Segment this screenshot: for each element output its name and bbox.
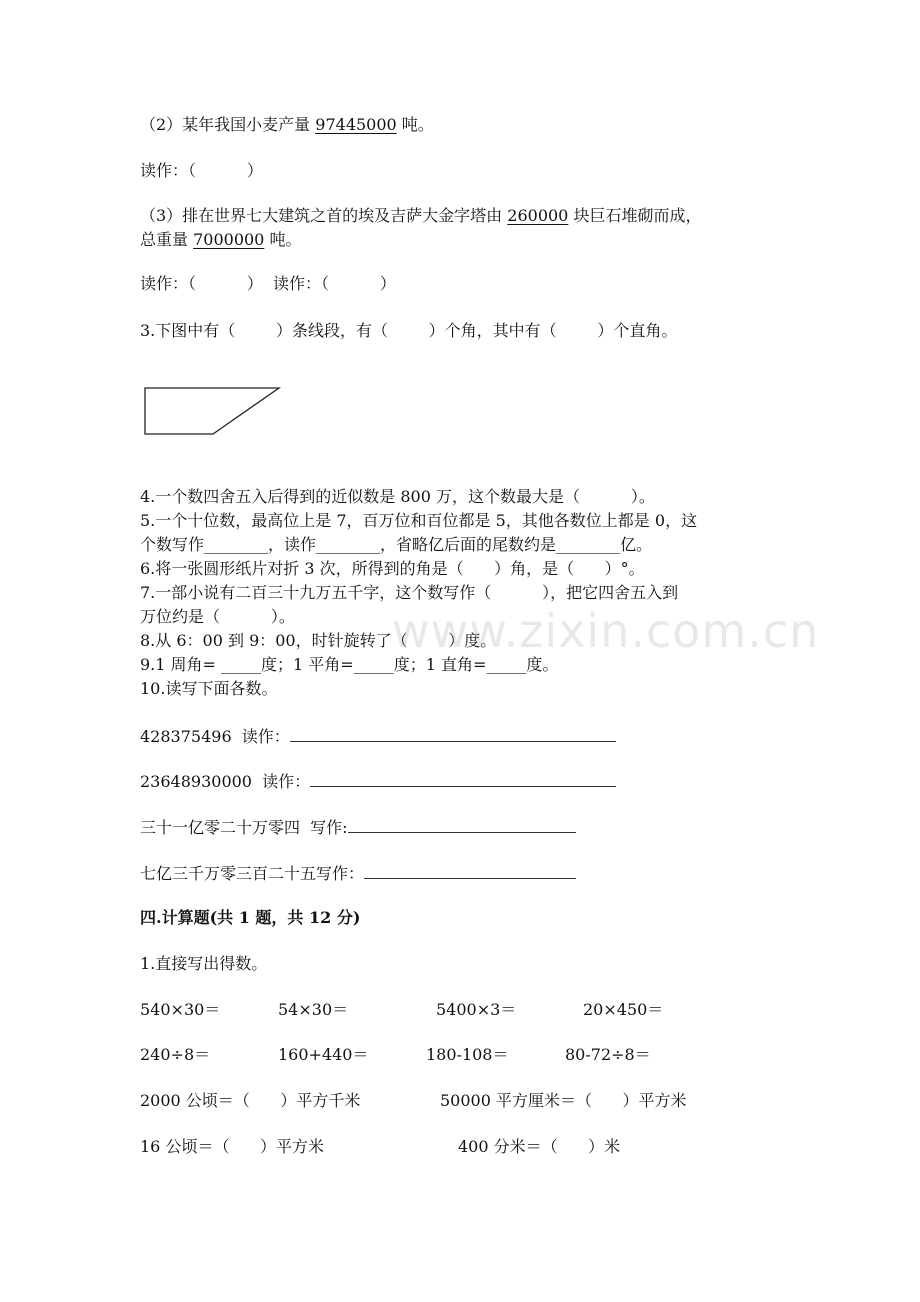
answer-blank [348, 816, 576, 833]
answer-blank [310, 770, 616, 787]
section-4-heading: 四.计算题(共 1 题，共 12 分) [140, 908, 361, 927]
calc-item: 54×30＝ [278, 1000, 349, 1019]
answer-read-2: 读作：（ ） 读作：（ ） [140, 274, 396, 293]
question-9: 9.1 周角= _____度；1 平角=_____度；1 直角=_____度。 [140, 655, 559, 674]
weight-number: 7000000 [193, 230, 265, 249]
read-write-row: 七亿三千万零三百二十五写作： [140, 862, 576, 885]
trapezoid-figure [140, 383, 285, 439]
calc-item: 540×30＝ [140, 1000, 221, 1019]
question-4: 4.一个数四舍五入后得到的近似数是 800 万，这个数最大是（ ）。 [140, 487, 655, 506]
watermark: www.zixin.com.cn [392, 604, 820, 658]
conversion-item: 2000 公顷＝（ ）平方千米 [140, 1091, 361, 1110]
read-write-row: 23648930000 读作： [140, 770, 616, 793]
stone-count-number: 260000 [507, 206, 569, 225]
calc-item: 240÷8＝ [140, 1045, 211, 1064]
calc-item: 80-72÷8＝ [565, 1045, 651, 1064]
answer-read-1: 读作：（ ） [140, 161, 263, 180]
calc-item: 160+440＝ [278, 1045, 369, 1064]
question-2-3-line2: 总重量 7000000 吨。 [140, 230, 302, 249]
question-6: 6.将一张圆形纸片对折 3 次，所得到的角是（ ）角，是（ ）°。 [140, 559, 645, 578]
calc-item: 5400×3＝ [436, 1000, 517, 1019]
trapezoid-shape [145, 388, 279, 434]
read-write-row: 三十一亿零二十万零四 写作: [140, 816, 576, 839]
calc-item: 180-108＝ [426, 1045, 509, 1064]
wheat-output-number: 97445000 [315, 115, 397, 134]
question-2-2: （2）某年我国小麦产量 97445000 吨。 [140, 115, 434, 134]
question-7-line2: 万位约是（ ）。 [140, 607, 295, 626]
question-3: 3.下图中有（ ）条线段，有（ ）个角，其中有（ ）个直角。 [140, 321, 678, 340]
answer-blank [364, 862, 576, 879]
calc-item: 20×450＝ [583, 1000, 664, 1019]
conversion-item: 16 公顷＝（ ）平方米 [140, 1137, 324, 1156]
question-5-line1: 5.一个十位数，最高位上是 7，百万位和百位都是 5，其他各数位上都是 0，这 [140, 511, 698, 530]
calc-title: 1.直接写出得数。 [140, 954, 268, 973]
question-7-line1: 7.一部小说有二百三十九万五千字，这个数写作（ ），把它四舍五入到 [140, 583, 679, 602]
question-5-line2: 个数写作________，读作________，省略亿后面的尾数约是________亿。 [140, 535, 653, 554]
question-10: 10.读写下面各数。 [140, 679, 278, 698]
answer-blank [290, 725, 616, 742]
read-write-row: 428375496 读作： [140, 725, 616, 748]
conversion-item: 50000 平方厘米＝（ ）平方米 [440, 1091, 687, 1110]
question-2-3-line1: （3）排在世界七大建筑之首的埃及吉萨大金字塔由 260000 块巨石堆砌而成， [140, 206, 702, 225]
question-8: 8.从 6：00 到 9：00，时针旋转了（ ）度。 [140, 631, 497, 650]
conversion-item: 400 分米＝（ ）米 [458, 1137, 621, 1156]
